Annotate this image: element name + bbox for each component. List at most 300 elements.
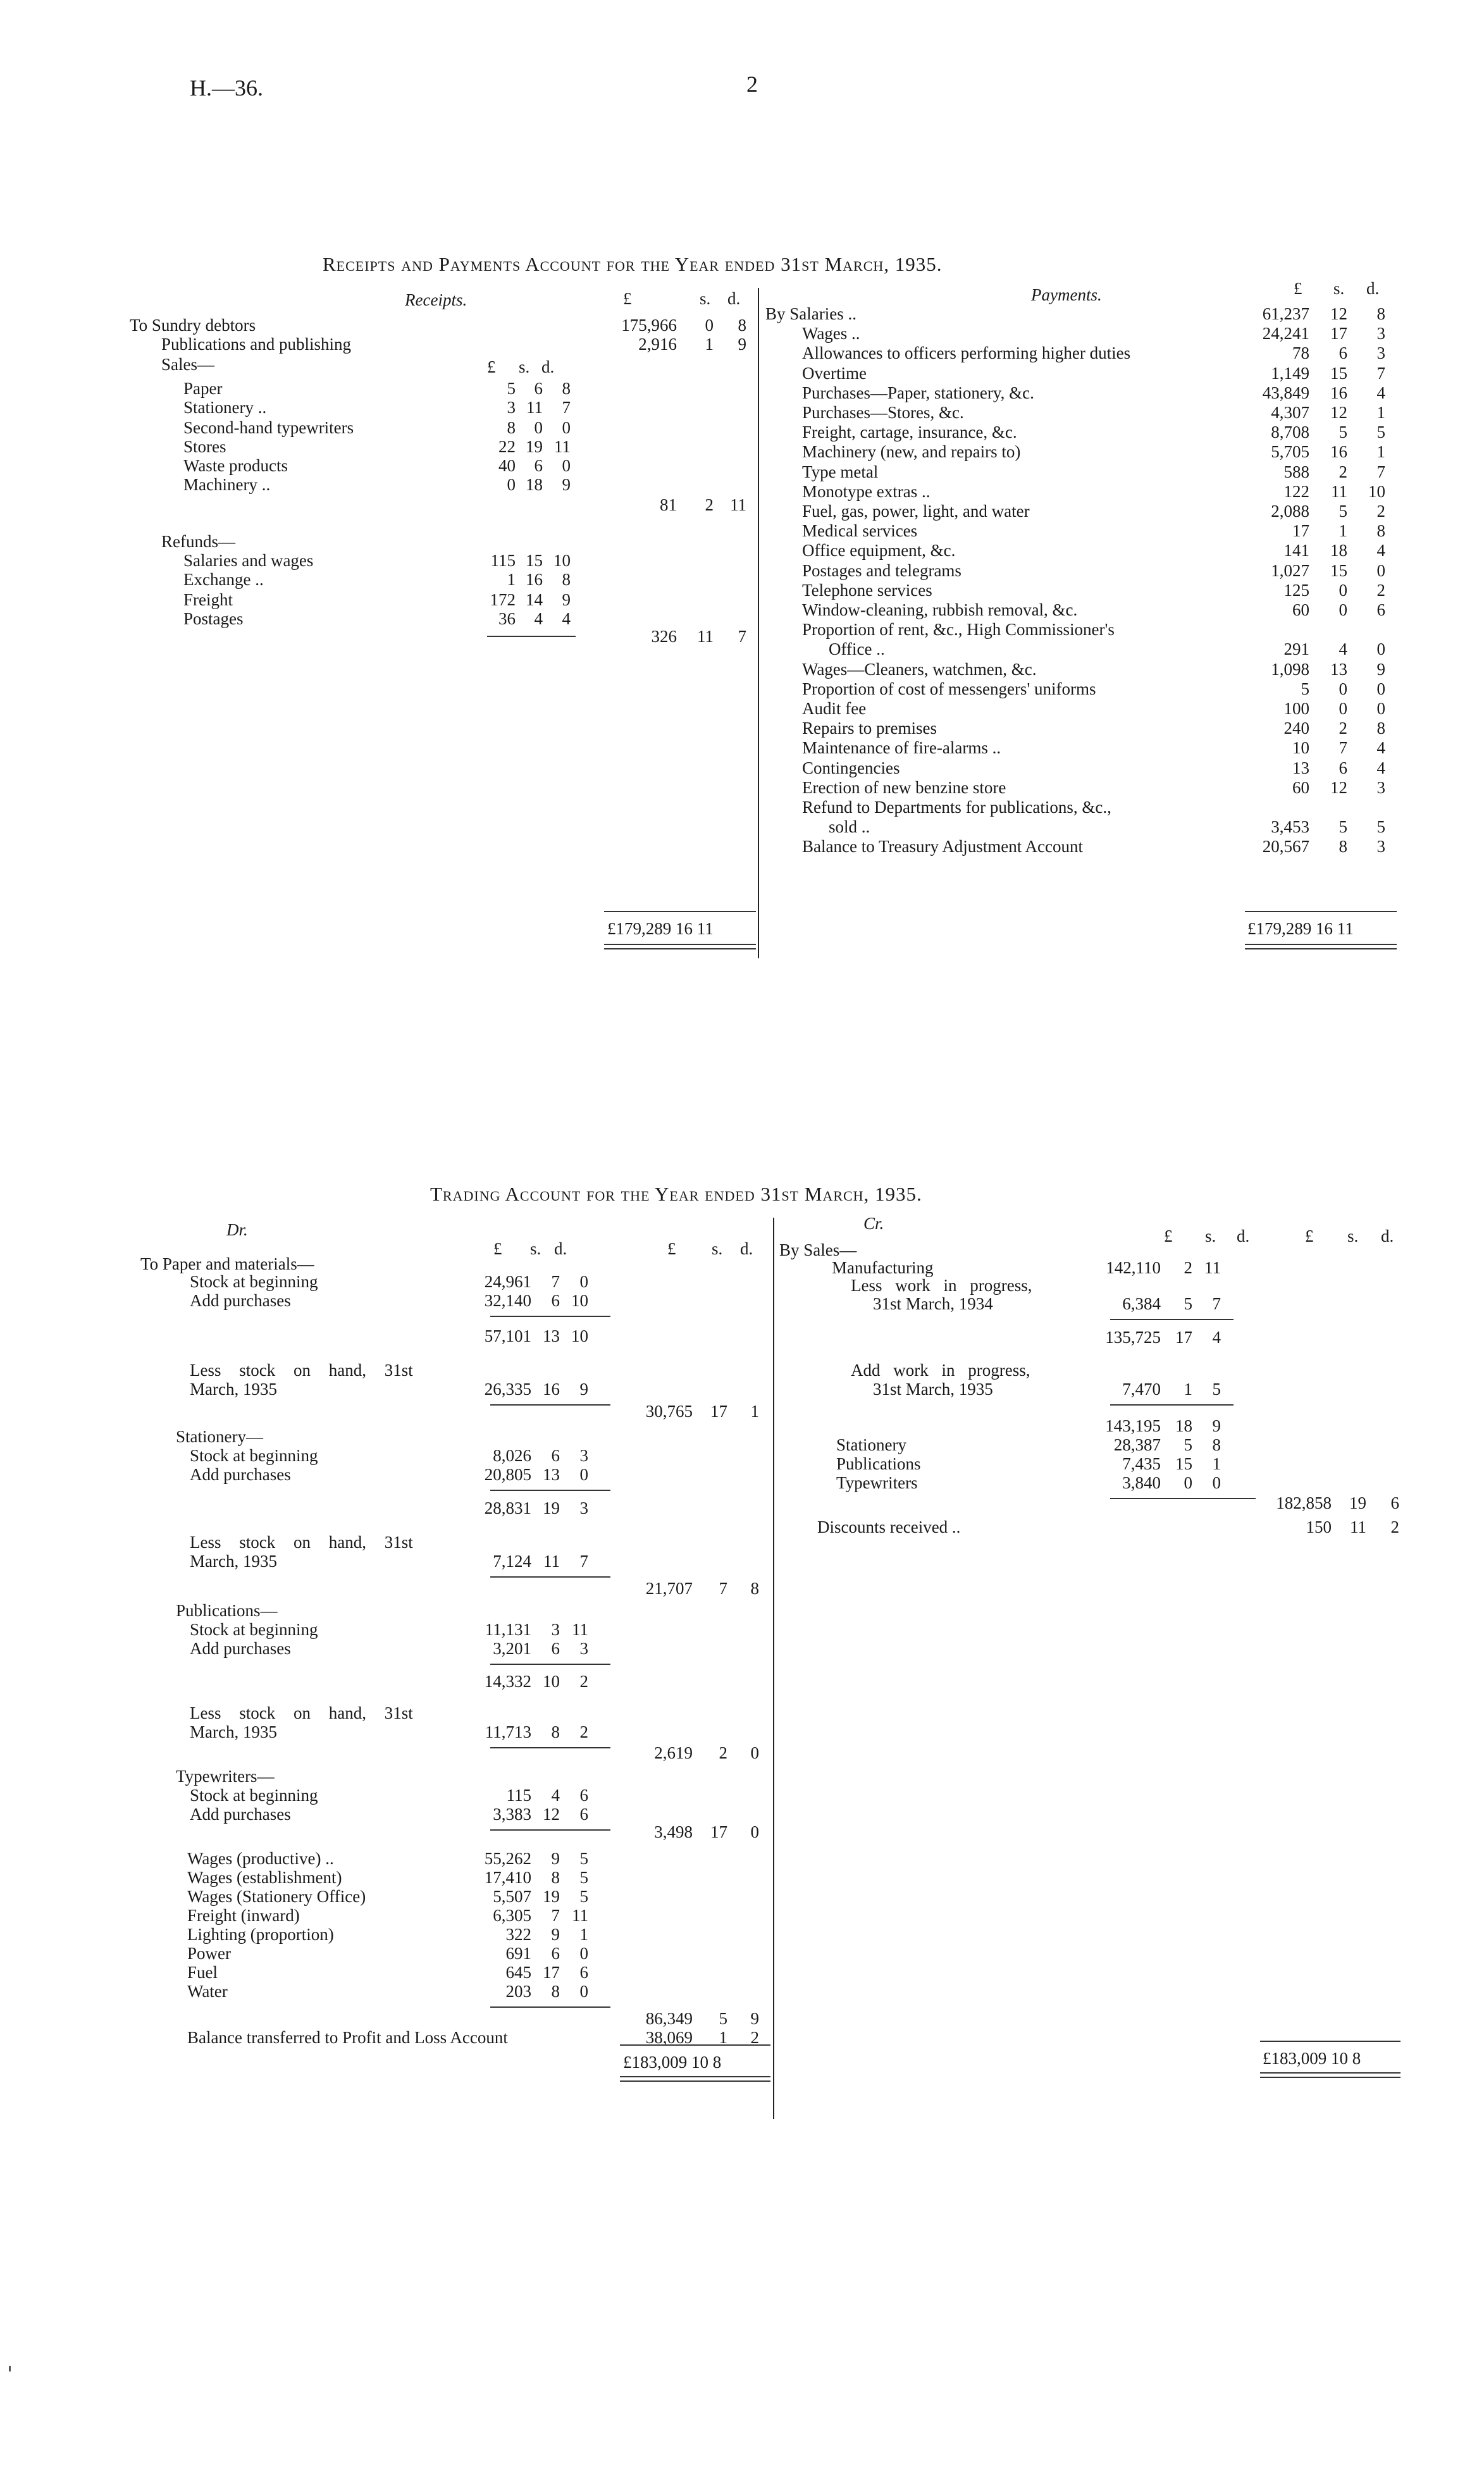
debit-col1-shillings: 9 xyxy=(551,1925,560,1944)
credit-col1-pounds: 3,840 xyxy=(1122,1473,1161,1492)
debit-label: Balance transferred to Profit and Loss Account xyxy=(187,2028,508,2047)
debit-col1-pence: 11 xyxy=(572,1906,588,1925)
debit-col1-pence: 9 xyxy=(579,1380,588,1399)
debit-col2-shillings: 7 xyxy=(719,1579,727,1598)
receipt-label: Second-hand typewriters xyxy=(183,418,354,437)
receipt-pence: 9 xyxy=(738,335,746,354)
payment-label: Refund to Departments for publications, &c., xyxy=(802,798,1111,817)
debit-col1-pounds: 645 xyxy=(505,1963,531,1982)
payment-pounds: 4,307 xyxy=(1271,403,1309,422)
payment-shillings: 6 xyxy=(1339,758,1347,777)
credit-col1-pence: 4 xyxy=(1212,1328,1221,1347)
payment-label: Proportion of rent, &c., High Commissioner's xyxy=(802,620,1115,640)
cr-currency-header-d2: d. xyxy=(1381,1227,1394,1246)
credit-col2-pounds: 150 xyxy=(1306,1518,1332,1536)
payment-shillings: 0 xyxy=(1339,600,1347,619)
payment-label: Overtime xyxy=(802,363,867,383)
debit-col1-pence: 6 xyxy=(579,1786,588,1805)
debit-col2-pence: 9 xyxy=(750,2009,759,2028)
debit-col1-pence: 3 xyxy=(579,1499,588,1518)
receipt-label: Postages xyxy=(183,609,244,628)
payments-currency-header-s: s. xyxy=(1333,279,1345,298)
receipt-label: Stores xyxy=(183,437,226,456)
debit-col2-pence: 8 xyxy=(750,1579,759,1598)
payment-shillings: 5 xyxy=(1339,423,1347,442)
debit-label: Less stock on hand, 31st xyxy=(190,1361,413,1380)
receipt-pence: 10 xyxy=(553,551,571,570)
debit-col1-pence: 5 xyxy=(579,1887,588,1906)
debit-total-double-rule xyxy=(620,2076,770,2082)
debit-col1-shillings: 7 xyxy=(551,1906,560,1925)
receipt-label: Publications and publishing xyxy=(161,335,351,354)
debit-label: March, 1935 xyxy=(190,1722,277,1741)
payment-pounds: 122 xyxy=(1283,481,1309,501)
credit-label: 31st March, 1935 xyxy=(873,1380,993,1399)
payment-label: Proportion of cost of messengers' uniforms xyxy=(802,679,1096,698)
payment-label: Balance to Treasury Adjustment Account xyxy=(802,837,1083,856)
debit-col1-pence: 10 xyxy=(571,1326,588,1345)
payments-total: £179,289 16 11 xyxy=(1247,919,1354,938)
credit-col2-shillings: 19 xyxy=(1349,1493,1366,1512)
debit-subtotal-rule xyxy=(490,1829,610,1831)
payment-pounds: 24,241 xyxy=(1262,324,1309,343)
debit-label: Stock at beginning xyxy=(190,1272,318,1291)
payment-label: Wages—Cleaners, watchmen, &c. xyxy=(802,659,1037,679)
debit-label: Lighting (proportion) xyxy=(187,1925,334,1944)
credit-col2-pounds: 182,858 xyxy=(1276,1493,1332,1512)
payment-pounds: 10 xyxy=(1292,738,1309,758)
debit-label: Stock at beginning xyxy=(190,1786,318,1805)
payments-currency-header-l: £ xyxy=(1294,279,1302,298)
debit-label: Water xyxy=(187,1982,228,2001)
receipt-pounds: 115 xyxy=(490,551,516,570)
debit-col1-pence: 11 xyxy=(572,1620,588,1639)
debit-col2-pounds: 30,765 xyxy=(645,1402,693,1421)
payment-pence: 8 xyxy=(1376,719,1385,738)
payment-label: Office equipment, &c. xyxy=(802,541,956,560)
payment-label: Window-cleaning, rubbish removal, &c. xyxy=(802,600,1078,619)
debit-total: £183,009 10 8 xyxy=(623,2053,722,2072)
payment-pounds: 1,027 xyxy=(1271,560,1309,580)
credit-total: £183,009 10 8 xyxy=(1263,2049,1361,2068)
debit-label: Less stock on hand, 31st xyxy=(190,1703,413,1722)
debit-label: Power xyxy=(187,1944,231,1963)
debit-label: Fuel xyxy=(187,1963,218,1982)
receipt-pence: 9 xyxy=(562,475,571,494)
debit-col1-pence: 3 xyxy=(579,1446,588,1465)
payment-label: Purchases—Paper, stationery, &c. xyxy=(802,383,1034,402)
debit-col2-shillings: 17 xyxy=(710,1822,727,1841)
receipt-pounds: 0 xyxy=(507,475,516,494)
payment-label: Machinery (new, and repairs to) xyxy=(802,442,1021,462)
payment-pounds: 8,708 xyxy=(1271,423,1309,442)
payment-pence: 5 xyxy=(1376,423,1385,442)
debit-col1-shillings: 3 xyxy=(551,1620,560,1639)
payment-pounds: 125 xyxy=(1283,580,1309,600)
debit-label: Wages (productive) .. xyxy=(187,1849,334,1868)
credit-label: Manufacturing xyxy=(832,1258,934,1277)
debit-col1-pence: 1 xyxy=(579,1925,588,1944)
debit-col1-shillings: 16 xyxy=(543,1380,560,1399)
receipts-payments-title: Receipts and Payments Account for the Year ended 31st March, 1935. xyxy=(323,253,943,275)
payment-pence: 1 xyxy=(1376,403,1385,422)
cr-currency-header-s1: s. xyxy=(1205,1227,1216,1246)
debit-col1-pounds: 203 xyxy=(505,1982,531,2001)
dr-currency-header-l1: £ xyxy=(493,1239,502,1258)
credit-col1-pence: 0 xyxy=(1212,1473,1221,1492)
payment-pence: 8 xyxy=(1376,521,1385,541)
receipts-currency-header-d1: d. xyxy=(541,357,555,376)
receipt-shillings: 0 xyxy=(705,316,714,335)
receipts-currency-header-l1: £ xyxy=(487,357,496,376)
debit-label: Stock at beginning xyxy=(190,1446,318,1465)
debit-label: Stock at beginning xyxy=(190,1620,318,1639)
debit-col2-shillings: 1 xyxy=(719,2028,727,2047)
payment-pence: 3 xyxy=(1376,837,1385,856)
receipts-currency-header-s2: s. xyxy=(700,289,711,308)
debit-col1-shillings: 6 xyxy=(551,1291,560,1310)
receipts-payments-divider xyxy=(758,288,759,958)
payment-pounds: 5,705 xyxy=(1271,442,1309,462)
debit-col1-shillings: 6 xyxy=(551,1639,560,1658)
receipt-label: Salaries and wages xyxy=(183,551,314,570)
payment-label: Medical services xyxy=(802,521,918,541)
credit-label: Typewriters xyxy=(836,1473,918,1492)
payment-shillings: 18 xyxy=(1330,541,1347,560)
payment-shillings: 11 xyxy=(1331,481,1347,501)
payment-pence: 10 xyxy=(1368,481,1385,501)
payment-label: Purchases—Stores, &c. xyxy=(802,403,964,422)
dr-currency-header-s1: s. xyxy=(530,1239,541,1258)
debit-col1-shillings: 6 xyxy=(551,1944,560,1963)
cr-heading: Cr. xyxy=(863,1214,884,1233)
debit-col1-pounds: 28,831 xyxy=(484,1499,531,1518)
page-number: 2 xyxy=(746,71,758,97)
receipts-total-double-rule xyxy=(604,944,756,949)
debit-col2-shillings: 5 xyxy=(719,2009,727,2028)
debit-col1-pounds: 20,805 xyxy=(484,1465,531,1484)
payment-pounds: 61,237 xyxy=(1262,304,1309,323)
payment-label: By Salaries .. xyxy=(765,304,856,323)
credit-col1-shillings: 0 xyxy=(1184,1473,1192,1492)
payment-pounds: 588 xyxy=(1283,462,1309,481)
credit-label: Stationery xyxy=(836,1435,906,1454)
debit-col1-pence: 2 xyxy=(579,1722,588,1741)
payment-shillings: 2 xyxy=(1339,462,1347,481)
receipt-pence: 4 xyxy=(562,609,571,628)
debit-col2-pounds: 86,349 xyxy=(645,2009,693,2028)
debit-col1-pence: 0 xyxy=(579,1982,588,2001)
receipt-pounds: 22 xyxy=(498,437,516,456)
receipt-pence: 8 xyxy=(562,379,571,398)
cr-currency-header-d1: d. xyxy=(1237,1227,1250,1246)
payment-label: Freight, cartage, insurance, &c. xyxy=(802,423,1017,442)
debit-col1-pounds: 3,201 xyxy=(493,1639,531,1658)
credit-col1-pence: 1 xyxy=(1212,1454,1221,1473)
debit-col1-shillings: 9 xyxy=(551,1849,560,1868)
payment-pence: 4 xyxy=(1376,758,1385,777)
debit-col1-pence: 10 xyxy=(571,1291,588,1310)
receipts-heading: Receipts. xyxy=(405,290,467,309)
credit-subtotal-rule xyxy=(1110,1498,1256,1499)
payment-shillings: 17 xyxy=(1330,324,1347,343)
receipt-pounds: 36 xyxy=(498,609,516,628)
payment-pence: 2 xyxy=(1376,502,1385,521)
credit-col2-shillings: 11 xyxy=(1350,1518,1366,1536)
debit-col2-shillings: 17 xyxy=(710,1402,727,1421)
debit-col1-pounds: 55,262 xyxy=(484,1849,531,1868)
debit-label: Add purchases xyxy=(190,1291,291,1310)
credit-col1-shillings: 1 xyxy=(1184,1380,1192,1399)
debit-col2-pounds: 3,498 xyxy=(654,1822,693,1841)
receipt-pounds: 81 xyxy=(660,495,677,514)
receipt-pence: 0 xyxy=(562,456,571,475)
payments-heading: Payments. xyxy=(1031,285,1102,304)
receipts-currency-header-l2: £ xyxy=(623,289,632,308)
debit-subtotal-rule xyxy=(490,1664,610,1665)
payment-pence: 3 xyxy=(1376,324,1385,343)
debit-label: Freight (inward) xyxy=(187,1906,300,1925)
payments-total-rule xyxy=(1245,911,1397,912)
receipt-label: Freight xyxy=(183,590,233,609)
payment-shillings: 15 xyxy=(1330,560,1347,580)
payment-pence: 4 xyxy=(1376,541,1385,560)
debit-col1-pounds: 322 xyxy=(505,1925,531,1944)
debit-col1-pence: 0 xyxy=(579,1465,588,1484)
receipt-shillings: 19 xyxy=(526,437,543,456)
debit-col1-shillings: 11 xyxy=(543,1552,560,1571)
payment-shillings: 12 xyxy=(1330,777,1347,797)
payment-shillings: 2 xyxy=(1339,719,1347,738)
credit-label: Discounts received .. xyxy=(817,1518,961,1536)
credit-col1-pounds: 6,384 xyxy=(1122,1294,1161,1313)
payment-pounds: 5 xyxy=(1301,679,1309,698)
debit-col1-pence: 5 xyxy=(579,1849,588,1868)
receipt-label: To Sundry debtors xyxy=(130,316,256,335)
receipt-shillings: 6 xyxy=(534,379,543,398)
payment-pounds: 100 xyxy=(1283,699,1309,718)
debit-col1-shillings: 17 xyxy=(543,1963,560,1982)
receipts-total-rule xyxy=(604,911,756,912)
credit-col1-pounds: 7,470 xyxy=(1122,1380,1161,1399)
trading-divider xyxy=(773,1218,774,2119)
debit-label: Typewriters— xyxy=(176,1767,275,1786)
payment-pence: 3 xyxy=(1376,343,1385,363)
receipt-pounds: 326 xyxy=(651,627,677,646)
credit-col1-pence: 7 xyxy=(1212,1294,1221,1313)
debit-col1-shillings: 8 xyxy=(551,1722,560,1741)
payment-label: sold .. xyxy=(829,817,870,837)
receipt-pence: 11 xyxy=(730,495,746,514)
payment-shillings: 5 xyxy=(1339,502,1347,521)
credit-subtotal-rule xyxy=(1110,1404,1234,1406)
debit-col1-pence: 2 xyxy=(579,1672,588,1691)
payment-label: Office .. xyxy=(829,640,885,659)
receipt-pounds: 175,966 xyxy=(621,316,677,335)
receipt-pounds: 2,916 xyxy=(638,335,677,354)
credit-col1-pounds: 142,110 xyxy=(1106,1258,1161,1277)
payment-pounds: 13 xyxy=(1292,758,1309,777)
debit-subtotal-rule xyxy=(490,1747,610,1748)
receipt-pence: 9 xyxy=(562,590,571,609)
debit-label: Stationery— xyxy=(176,1427,263,1446)
debit-col2-pounds: 21,707 xyxy=(645,1579,693,1598)
payment-pence: 7 xyxy=(1376,363,1385,383)
payment-label: Maintenance of fire-alarms .. xyxy=(802,738,1001,758)
receipt-shillings: 11 xyxy=(526,398,543,417)
receipt-shillings: 1 xyxy=(705,335,714,354)
credit-col1-shillings: 5 xyxy=(1184,1435,1192,1454)
debit-col2-shillings: 2 xyxy=(719,1743,727,1762)
receipt-label: Stationery .. xyxy=(183,398,267,417)
payment-shillings: 16 xyxy=(1330,442,1347,462)
payment-shillings: 0 xyxy=(1339,699,1347,718)
receipt-shillings: 16 xyxy=(526,570,543,589)
debit-col1-shillings: 19 xyxy=(543,1887,560,1906)
payment-shillings: 0 xyxy=(1339,580,1347,600)
payment-pounds: 17 xyxy=(1292,521,1309,541)
credit-col1-pounds: 7,435 xyxy=(1122,1454,1161,1473)
debit-col1-pounds: 24,961 xyxy=(484,1272,531,1291)
debit-col1-pence: 3 xyxy=(579,1639,588,1658)
payment-shillings: 8 xyxy=(1339,837,1347,856)
debit-col1-shillings: 13 xyxy=(543,1326,560,1345)
payment-label: Fuel, gas, power, light, and water xyxy=(802,502,1030,521)
receipt-label: Paper xyxy=(183,379,223,398)
credit-label: Publications xyxy=(836,1454,921,1473)
debit-col2-pence: 1 xyxy=(750,1402,759,1421)
receipt-pence: 11 xyxy=(554,437,571,456)
dr-currency-header-d1: d. xyxy=(554,1239,567,1258)
receipt-pounds: 3 xyxy=(507,398,516,417)
debit-col1-shillings: 6 xyxy=(551,1446,560,1465)
receipt-label: Exchange .. xyxy=(183,570,264,589)
payment-pounds: 240 xyxy=(1283,719,1309,738)
debit-col1-pounds: 32,140 xyxy=(484,1291,531,1310)
debit-col1-pence: 0 xyxy=(579,1272,588,1291)
debit-col1-shillings: 10 xyxy=(543,1672,560,1691)
debit-col2-pence: 0 xyxy=(750,1822,759,1841)
margin-mark xyxy=(9,2366,11,2371)
debit-col1-pounds: 8,026 xyxy=(493,1446,531,1465)
debit-col1-pounds: 26,335 xyxy=(484,1380,531,1399)
debit-col1-pence: 0 xyxy=(579,1944,588,1963)
debit-subtotal-rule xyxy=(490,1404,610,1406)
dr-heading: Dr. xyxy=(226,1220,248,1239)
receipt-shillings: 2 xyxy=(705,495,714,514)
payment-pence: 0 xyxy=(1376,560,1385,580)
payment-label: Type metal xyxy=(802,462,879,481)
payment-pence: 4 xyxy=(1376,738,1385,758)
payment-shillings: 7 xyxy=(1339,738,1347,758)
payment-pence: 6 xyxy=(1376,600,1385,619)
receipt-shillings: 0 xyxy=(534,418,543,437)
debit-label: Add purchases xyxy=(190,1639,291,1658)
payments-total-double-rule xyxy=(1245,944,1397,949)
debit-col1-pounds: 11,713 xyxy=(485,1722,531,1741)
debit-label: Less stock on hand, 31st xyxy=(190,1533,413,1552)
credit-col1-pence: 9 xyxy=(1212,1416,1221,1435)
payment-pounds: 1,098 xyxy=(1271,659,1309,679)
debit-col1-pounds: 57,101 xyxy=(484,1326,531,1345)
receipt-shillings: 15 xyxy=(526,551,543,570)
debit-label: Add purchases xyxy=(190,1805,291,1824)
debit-col1-pence: 6 xyxy=(579,1805,588,1824)
receipt-pounds: 172 xyxy=(490,590,516,609)
debit-label: March, 1935 xyxy=(190,1552,277,1571)
debit-col1-shillings: 19 xyxy=(543,1499,560,1518)
receipt-shillings: 14 xyxy=(526,590,543,609)
receipt-label: Waste products xyxy=(183,456,288,475)
credit-col1-shillings: 15 xyxy=(1175,1454,1192,1473)
credit-label: By Sales— xyxy=(779,1240,857,1259)
payment-pence: 0 xyxy=(1376,679,1385,698)
trading-title: Trading Account for the Year ended 31st March, 1935. xyxy=(430,1183,922,1205)
receipts-currency-header-s1: s. xyxy=(519,357,530,376)
payment-pence: 0 xyxy=(1376,699,1385,718)
credit-col1-shillings: 17 xyxy=(1175,1328,1192,1347)
credit-col1-shillings: 18 xyxy=(1175,1416,1192,1435)
receipt-pence: 8 xyxy=(738,316,746,335)
debit-col1-pounds: 14,332 xyxy=(484,1672,531,1691)
credit-col2-pence: 6 xyxy=(1390,1493,1399,1512)
debit-col1-shillings: 13 xyxy=(543,1465,560,1484)
receipts-total: £179,289 16 11 xyxy=(607,919,714,938)
payment-label: Wages .. xyxy=(802,324,860,343)
credit-col1-pounds: 143,195 xyxy=(1105,1416,1161,1435)
payment-label: Audit fee xyxy=(802,699,867,718)
debit-col2-pounds: 38,069 xyxy=(645,2028,693,2047)
receipt-pounds: 5 xyxy=(507,379,516,398)
payment-shillings: 12 xyxy=(1330,304,1347,323)
debit-col2-pounds: 2,619 xyxy=(654,1743,693,1762)
payment-pence: 1 xyxy=(1376,442,1385,462)
receipt-pence: 8 xyxy=(562,570,571,589)
receipts-currency-header-d2: d. xyxy=(727,289,741,308)
payment-pence: 4 xyxy=(1376,383,1385,402)
payment-shillings: 13 xyxy=(1330,659,1347,679)
debit-col1-shillings: 7 xyxy=(551,1272,560,1291)
payment-label: Repairs to premises xyxy=(802,719,937,738)
debit-subtotal-rule xyxy=(490,2006,610,2008)
payment-label: Contingencies xyxy=(802,758,900,777)
debit-col1-pounds: 7,124 xyxy=(493,1552,531,1571)
receipt-shillings: 11 xyxy=(697,627,714,646)
credit-col1-pounds: 135,725 xyxy=(1105,1328,1161,1347)
debit-col1-pounds: 5,507 xyxy=(493,1887,531,1906)
cr-currency-header-s2: s. xyxy=(1347,1227,1359,1246)
debit-col1-shillings: 8 xyxy=(551,1868,560,1887)
payment-pounds: 291 xyxy=(1283,640,1309,659)
debit-label: Wages (Stationery Office) xyxy=(187,1887,366,1906)
receipt-pounds: 40 xyxy=(498,456,516,475)
payment-shillings: 4 xyxy=(1339,640,1347,659)
payment-shillings: 5 xyxy=(1339,817,1347,837)
payment-shillings: 1 xyxy=(1339,521,1347,541)
cr-currency-header-l1: £ xyxy=(1164,1227,1173,1246)
credit-label: 31st March, 1934 xyxy=(873,1294,993,1313)
payment-label: Monotype extras .. xyxy=(802,481,931,501)
payment-shillings: 16 xyxy=(1330,383,1347,402)
credit-subtotal-rule xyxy=(1110,1319,1234,1320)
payment-label: Allowances to officers performing higher duties xyxy=(802,343,1131,363)
payment-pounds: 3,453 xyxy=(1271,817,1309,837)
debit-col2-pence: 0 xyxy=(750,1743,759,1762)
debit-col1-pounds: 691 xyxy=(505,1944,531,1963)
cr-currency-header-l2: £ xyxy=(1305,1227,1314,1246)
payment-pounds: 141 xyxy=(1283,541,1309,560)
debit-col1-pounds: 3,383 xyxy=(493,1805,531,1824)
